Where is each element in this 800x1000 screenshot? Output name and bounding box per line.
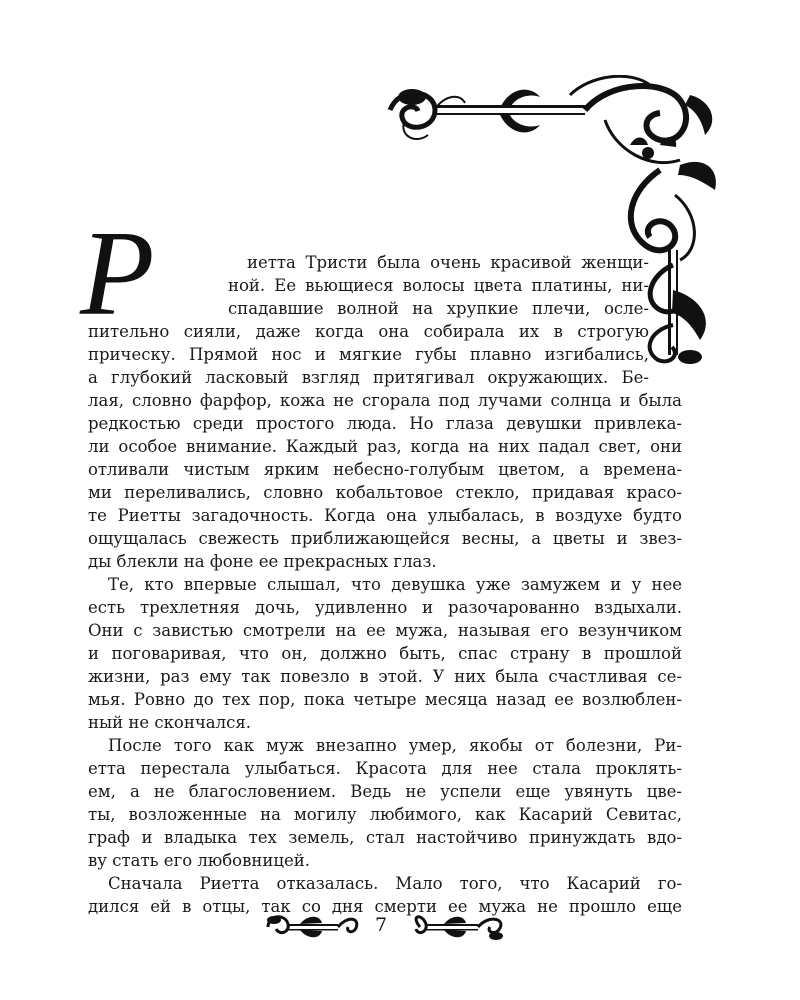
text-line: етта перестала улыбаться. Красота для нее стала проклять- (88, 759, 682, 778)
text-line: ми переливались, словно кобальтовое стекло, придавая красо- (88, 483, 682, 502)
text-line: есть трехлетняя дочь, удивленно и разочарованно вздыхали. (88, 598, 682, 617)
text-line: граф и владыка тех земель, стал настойчиво принуждать вдо- (88, 828, 682, 847)
text-line: мья. Ровно до тех пор, пока четыре месяца назад ее возлюблен- (88, 690, 682, 709)
text-line: а глубокий ласковый взгляд притягивал окружающих. Бе- (88, 368, 649, 387)
text-line: После того как муж внезапно умер, якобы от болезни, Ри- (108, 736, 682, 755)
text-line: ощущалась свежесть приближающейся весны, а цветы и звез- (88, 529, 682, 548)
text-line: ты, возложенные на могилу любимого, как Касарий Севитас, (88, 805, 682, 824)
text-line: жизни, раз ему так повезло в этой. У них была счастливая се- (88, 667, 682, 686)
text-line: спадавшие волной на хрупкие плечи, осле- (228, 299, 649, 318)
text-line: редкостью среди простого люда. Но глаза девушки привлека- (88, 414, 682, 433)
text-line: ный не скончался. (88, 713, 251, 732)
text-line: ем, а не благословением. Ведь не успели еще увянуть цве- (88, 782, 682, 801)
text-line: Сначала Риетта отказалась. Мало того, что Касарий го- (108, 874, 682, 893)
text-line: лая, словно фарфор, кожа не сгорала под лучами солнца и была (88, 391, 682, 410)
text-line: ли особое внимание. Каждый раз, когда на них падал свет, они (88, 437, 682, 456)
text-line: пительно сияли, даже когда она собирала их в строгую (88, 322, 649, 341)
text-line: и поговаривая, что он, должно быть, спас страну в прошлой (88, 644, 682, 663)
text-line: отливали чистым ярким небесно-голубым цветом, а времена- (88, 460, 682, 479)
text-line: Те, кто впервые слышал, что девушка уже замужем и у нее (108, 575, 682, 594)
drop-cap: Р (80, 206, 155, 341)
text-line: ву стать его любовницей. (88, 851, 311, 870)
text-line: ной. Ее вьющиеся волосы цвета платины, ни- (228, 276, 649, 295)
page-number: 7 (374, 914, 388, 936)
text-line: ды блекли на фоне ее прекрасных глаз. (88, 552, 437, 571)
text-line: те Риетты загадочность. Когда она улыбалась, в воздухе будто (88, 506, 682, 525)
text-line: Они с завистью смотрели на ее мужа, называя его везунчиком (88, 621, 682, 640)
text-line: дился ей в отцы, так со дня смерти ее мужа не прошло еще (88, 897, 682, 916)
text-line: прическу. Прямой нос и мягкие губы плавно изгибались, (88, 345, 649, 364)
text-line: иетта Тристи была очень красивой женщи- (247, 253, 649, 272)
